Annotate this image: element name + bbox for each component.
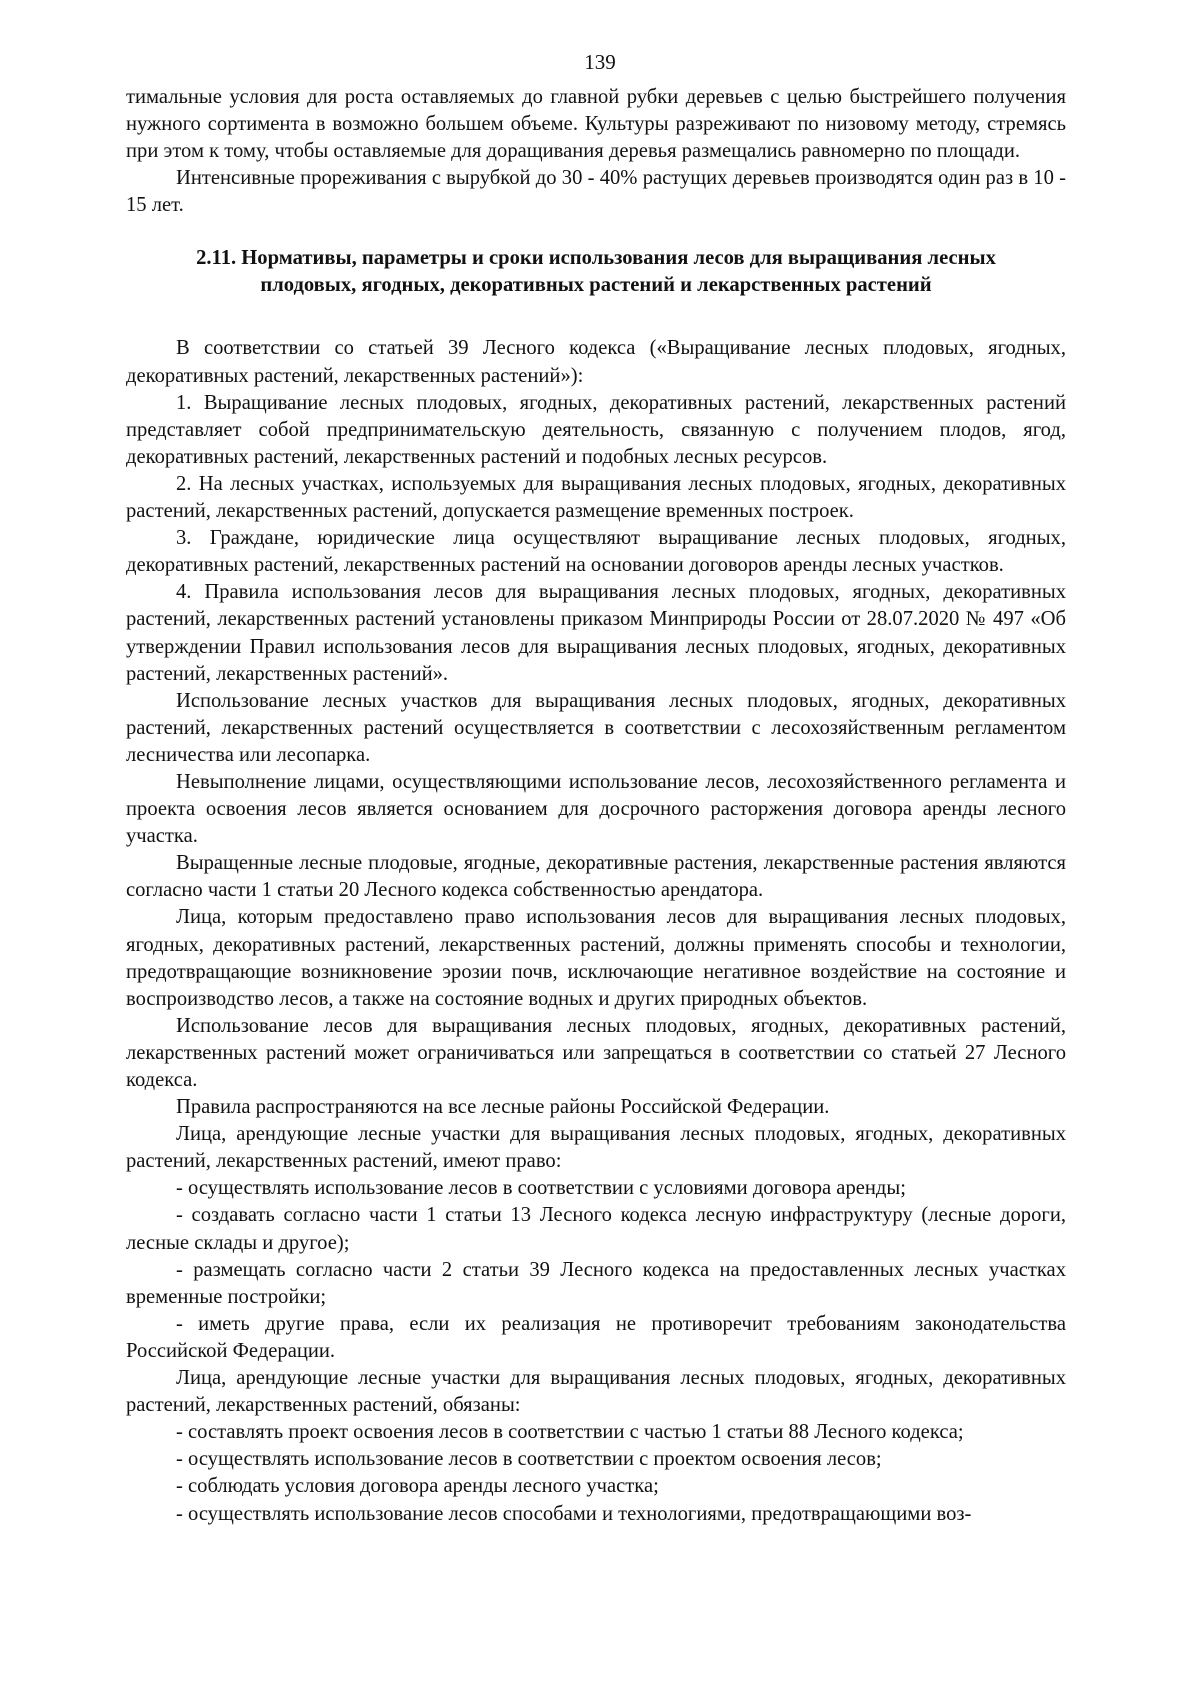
paragraph: 3. Граждане, юридические лица осуществляют выращивание лесных плодовых, ягодных, декоративных растений, лекарственных растений на основании договоров аренды лесных участков. <box>126 527 1066 577</box>
list-item: - составлять проект освоения лесов в соответствии с частью 1 статьи 88 Лесного кодекса; <box>176 1421 964 1444</box>
paragraph: Лица, арендующие лесные участки для выращивания лесных плодовых, ягодных, декоративных растений, лекарственных растений, обязаны: <box>126 1367 1066 1417</box>
paragraph-continuation: тимальные условия для роста оставляемых до главной рубки деревьев с целью быстрейшего получения нужного сортимента в возможно большем объеме. Культуры разреживают по низовому методу, стремясь при этом к тому, чтобы оставляемые для доращивания деревья размещались равномерно по площади. <box>126 86 1066 163</box>
paragraph: 1. Выращивание лесных плодовых, ягодных, декоративных растений, лекарственных растений представляет собой предпринимательскую деятельность, связанную с получением плодов, ягод, декоративных растений, лекарственных растений и подобных лесных ресурсов. <box>126 391 1066 468</box>
section-heading-line: 2.11. Нормативы, параметры и сроки использования лесов для выращивания лесных <box>196 247 996 270</box>
list-item: - осуществлять использование лесов в соответствии с условиями договора аренды; <box>176 1177 906 1200</box>
page-number: 139 <box>584 50 616 74</box>
paragraph: В соответствии со статьей 39 Лесного кодекса («Выращивание лесных плодовых, ягодных, декоративных растений, лекарственных растений»): <box>126 337 1066 387</box>
list-item: - иметь другие права, если их реализация не противоречит требованиям законодательства Российской Федерации. <box>126 1312 1066 1362</box>
paragraph: 4. Правила использования лесов для выращивания лесных плодовых, ягодных, декоративных растений, лекарственных растений установлены приказом Минприроды России от 28.07.2020 № 497 «Об утверждении Правил использования лесов для выращивания лесных плодовых, ягодных, декоративных растений, лекарственных растений». <box>126 581 1066 685</box>
paragraph: Использование лесов для выращивания лесных плодовых, ягодных, декоративных растений, лекарственных растений может ограничиваться или запрещаться в соответствии со статьей 27 Лесного кодекса. <box>126 1014 1066 1091</box>
paragraph: Интенсивные прореживания с вырубкой до 30 - 40% растущих деревьев производятся один раз в 10 - 15 лет. <box>126 167 1066 217</box>
list-item: - соблюдать условия договора аренды лесного участка; <box>176 1475 659 1498</box>
section-heading-line: плодовых, ягодных, декоративных растений и лекарственных растений <box>260 274 932 297</box>
section-heading <box>156 245 1036 299</box>
list-item: - размещать согласно части 2 статьи 39 Лесного кодекса на предоставленных лесных участках временные постройки; <box>126 1258 1066 1308</box>
paragraph: 2. На лесных участках, используемых для выращивания лесных плодовых, ягодных, декоративных растений, лекарственных растений, допускается размещение временных построек. <box>126 472 1066 523</box>
paragraph: Лица, арендующие лесные участки для выращивания лесных плодовых, ягодных, декоративных растений, лекарственных растений, имеют право: <box>126 1123 1066 1173</box>
paragraph: Выращенные лесные плодовые, ягодные, декоративные растения, лекарственные растения являются согласно части 1 статьи 20 Лесного кодекса собственностью арендатора. <box>126 852 1066 902</box>
page-content <box>126 84 1066 1528</box>
list-item: - осуществлять использование лесов способами и технологиями, предотвращающими воз- <box>176 1502 972 1525</box>
paragraph: Использование лесных участков для выращивания лесных плодовых, ягодных, декоративных растений, лекарственных растений осуществляется в соответствии с лесохозяйственным регламентом лесничества или лесопарка. <box>126 689 1066 766</box>
paragraph: Невыполнение лицами, осуществляющими использование лесов, лесохозяйственного регламента и проекта освоения лесов является основанием для досрочного расторжения договора аренды лесного участка. <box>126 770 1066 848</box>
paragraph: Лица, которым предоставлено право использования лесов для выращивания лесных плодовых, ягодных, декоративных растений, лекарственных растений, должны применять способы и технологии, предотвращающие возникновение эрозии почв, исключающие негативное воздействие на состояние и воспроизводство лесов, а также на состояние водных и других природных объектов. <box>126 906 1066 1010</box>
list-item: - создавать согласно части 1 статьи 13 Лесного кодекса лесную инфраструктуру (лесные дороги, лесные склады и другое); <box>126 1204 1066 1254</box>
list-item: - осуществлять использование лесов в соответствии с проектом освоения лесов; <box>176 1448 882 1471</box>
paragraph: Правила распространяются на все лесные районы Российской Федерации. <box>176 1096 830 1119</box>
